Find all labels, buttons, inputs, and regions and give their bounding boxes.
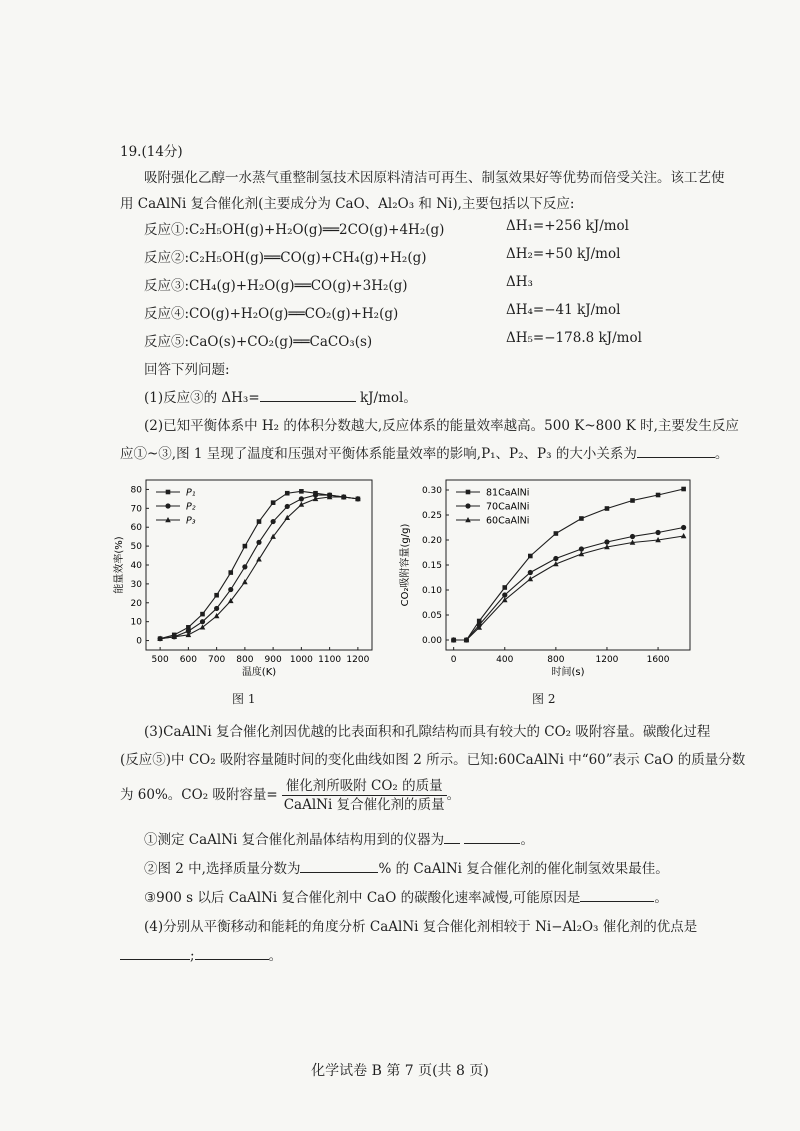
x-tick-label: 700: [208, 655, 226, 665]
x-axis-label: 时间(s): [551, 667, 585, 678]
y-tick-label: 70: [130, 504, 142, 515]
q4-separator: ;: [190, 948, 195, 964]
figure-1-chart: [110, 474, 382, 688]
reaction-2-equation: 反应②:C₂H₅OH(g)══CO(g)+CH₄(g)+H₂(g): [144, 250, 427, 266]
x-tick-label: 1000: [289, 655, 313, 665]
data-point-series-2: [630, 534, 635, 539]
formula-numerator: 催化剂所吸附 CO₂ 的质量: [282, 777, 447, 796]
data-point-series-1: [502, 585, 507, 590]
reaction-4-equation: 反应④:CO(g)+H₂O(g)══CO₂(g)+H₂(g): [144, 306, 399, 322]
legend-label: 70CaAlNi: [486, 501, 530, 513]
q3-sub-1-end: 。: [520, 832, 534, 848]
q2-answer-blank[interactable]: [637, 456, 715, 458]
reaction-1-enthalpy: ΔH₁=+256 kJ/mol: [506, 218, 630, 234]
q3-sub-3: [144, 886, 668, 906]
data-point-series-1: [681, 487, 686, 492]
x-tick-label: 600: [179, 655, 197, 665]
series-line-3: [454, 536, 684, 640]
data-point-series-2: [200, 619, 205, 624]
q3-sub-1-blank-a[interactable]: [444, 842, 460, 844]
reaction-4-enthalpy: ΔH₄=−41 kJ/mol: [506, 302, 621, 318]
data-point-series-2: [228, 587, 233, 592]
question-number: 19.(14分): [120, 144, 183, 160]
data-point-series-1: [299, 489, 304, 494]
reaction-3-equation: 反应③:CH₄(g)+H₂O(g)══CO(g)+3H₂(g): [144, 278, 408, 294]
figure-2-chart: [398, 474, 698, 688]
q3-sub-2-text: ②图 2 中,选择质量分数为: [144, 861, 301, 877]
answer-prompt: 回答下列问题:: [144, 362, 230, 378]
data-point-series-2: [242, 564, 247, 569]
data-point-series-1: [271, 500, 276, 505]
data-point-series-1: [200, 612, 205, 617]
legend-label: P₃: [186, 515, 196, 527]
figure-1-caption: 图 1: [232, 692, 256, 706]
y-tick-label: 0: [136, 636, 142, 647]
x-axis-label: 温度(K): [241, 667, 277, 678]
series-line-1: [160, 491, 358, 638]
data-point-series-1: [257, 519, 262, 524]
data-point-series-1: [214, 593, 219, 598]
y-tick-label: 0.15: [421, 561, 442, 571]
q2-end: 。: [714, 446, 729, 462]
legend-marker: [466, 490, 471, 495]
data-point-series-2: [299, 496, 304, 501]
y-tick-label: 20: [130, 598, 142, 609]
page-footer: 化学试卷 B 第 7 页(共 8 页): [311, 1063, 489, 1079]
y-tick-label: 0.30: [421, 486, 442, 496]
data-point-series-1: [285, 491, 290, 496]
x-tick-label: 1100: [318, 655, 342, 665]
y-tick-label: 0.10: [421, 586, 442, 596]
legend-marker: [465, 503, 470, 508]
figure-2-caption: 图 2: [532, 692, 556, 706]
series-line-2: [454, 528, 684, 641]
q3-sub-3-text: ③900 s 以后 CaAlNi 复合催化剂中 CaO 的碳酸化速率减慢,可能原因是: [144, 890, 581, 906]
q4-line-2: [120, 944, 282, 964]
q3-sub-2: [144, 857, 669, 877]
q3-sub-3-end: 。: [654, 890, 668, 906]
data-point-series-1: [630, 498, 635, 503]
data-point-series-1: [656, 493, 661, 498]
q4-end: 。: [268, 948, 283, 964]
x-tick-label: 1200: [595, 655, 619, 665]
x-tick-label: 400: [496, 655, 514, 665]
q3-line-3-end: 。: [446, 787, 461, 803]
legend-label: P₂: [186, 501, 196, 513]
reaction-1-equation: 反应①:C₂H₅OH(g)+H₂O(g)══2CO(g)+4H₂(g): [144, 222, 445, 238]
q1-answer-blank[interactable]: [260, 400, 356, 402]
y-tick-label: 30: [130, 579, 142, 590]
q3-line-3: [120, 777, 460, 814]
data-point-series-3: [681, 533, 687, 538]
q4-blank-a[interactable]: [120, 958, 190, 960]
q1-suffix: kJ/mol。: [359, 390, 417, 406]
q1: [144, 386, 417, 406]
y-tick-label: 40: [130, 561, 142, 571]
x-tick-label: 0: [450, 655, 457, 665]
q2-line-2-text: 应①~③,图 1 呈现了温度和压强对平衡体系能量效率的影响,P₁、P₂、P₃ 的大小关系为: [120, 446, 637, 462]
y-axis-label: 能量效率(%): [114, 536, 125, 594]
data-point-series-1: [243, 544, 248, 549]
data-point-series-2: [553, 556, 558, 561]
q3-sub-3-blank[interactable]: [580, 900, 654, 902]
q4-line-1: (4)分别从平衡移动和能耗的角度分析 CaAlNi 复合催化剂相较于 Ni−Al₂O₃ 催化剂的优点是: [144, 919, 698, 935]
x-tick-label: 1600: [646, 655, 670, 665]
data-point-series-3: [528, 576, 534, 581]
reaction-5-enthalpy: ΔH₅=−178.8 kJ/mol: [506, 330, 642, 346]
q3-line-3-prefix: 为 60%。CO₂ 吸附容量=: [120, 787, 278, 803]
data-point-series-2: [579, 546, 584, 551]
q3-sub-1-text: ①测定 CaAlNi 复合催化剂晶体结构用到的仪器为: [144, 832, 445, 848]
data-point-series-1: [228, 570, 233, 575]
x-tick-label: 1200: [346, 655, 370, 665]
data-point-series-2: [271, 519, 276, 524]
data-point-series-1: [579, 516, 584, 521]
intro-line-1: 吸附强化乙醇一水蒸气重整制氢技术因原料清洁可再生、制氢效果好等优势而倍受关注。该工艺使: [144, 170, 725, 186]
legend-marker: [166, 490, 171, 495]
y-tick-label: 0.00: [421, 636, 442, 646]
intro-line-2: 用 CaAlNi 复合催化剂(主要成分为 CaO、Al₂O₃ 和 Ni),主要包括以下反应:: [120, 196, 575, 212]
reaction-3-enthalpy: ΔH₃: [506, 274, 533, 290]
reaction-2-enthalpy: ΔH₂=+50 kJ/mol: [506, 246, 621, 262]
data-point-series-2: [214, 606, 219, 611]
data-point-series-2: [655, 530, 660, 535]
y-tick-label: 10: [130, 617, 142, 628]
q1-prefix: (1)反应③的 ΔH₃=: [144, 390, 260, 406]
data-point-series-2: [502, 592, 507, 597]
legend-label: P₁: [186, 487, 196, 499]
q4-blank-b[interactable]: [195, 958, 269, 960]
y-tick-label: 80: [130, 485, 142, 496]
data-point-series-2: [285, 504, 290, 509]
y-tick-label: 0.20: [421, 536, 442, 546]
q3-sub-2-blank[interactable]: [300, 871, 378, 873]
formula-denominator: CaAlNi 复合催化剂的质量: [283, 797, 445, 813]
data-point-series-2: [604, 539, 609, 544]
reaction-5-equation: 反应⑤:CaO(s)+CO₂(g)══CaCO₃(s): [144, 334, 373, 350]
data-point-series-2: [256, 540, 261, 545]
y-tick-label: 0.25: [421, 511, 442, 521]
x-tick-label: 800: [547, 655, 565, 665]
data-point-series-1: [605, 506, 610, 511]
data-point-series-2: [681, 525, 686, 530]
q3-line-1: (3)CaAlNi 复合催化剂因优越的比表面积和孔隙结构而具有较大的 CO₂ 吸附容量。碳酸化过程: [144, 724, 711, 740]
q3-sub-1-blank-b[interactable]: [464, 842, 520, 844]
q2-line-1: (2)已知平衡体系中 H₂ 的体积分数越大,反应体系的能量效率越高。500 K~800 K 时,主要发生反应: [144, 418, 739, 434]
q3-sub-1: [144, 828, 534, 848]
x-tick-label: 800: [236, 655, 254, 665]
x-tick-label: 900: [264, 655, 282, 665]
data-point-series-1: [528, 554, 533, 559]
y-tick-label: 0.05: [421, 611, 442, 621]
y-tick-label: 60: [130, 523, 142, 534]
data-point-series-2: [528, 570, 533, 575]
legend-marker: [165, 503, 170, 508]
x-tick-label: 500: [151, 655, 169, 665]
legend-label: 60CaAlNi: [486, 515, 530, 527]
data-point-series-1: [554, 531, 559, 536]
legend-label: 81CaAlNi: [486, 487, 530, 499]
q3-sub-2-suffix: % 的 CaAlNi 复合催化剂的催化制氢效果最佳。: [378, 861, 669, 877]
q3-line-2: (反应⑤)中 CO₂ 吸附容量随时间的变化曲线如图 2 所示。已知:60CaAlNi 中“60”表示 CaO 的质量分数: [120, 752, 746, 768]
y-axis-label: CO₂吸附容量(g/g): [400, 523, 411, 607]
q2-line-2: [120, 442, 728, 462]
capacity-formula-fraction: [282, 777, 447, 814]
y-tick-label: 50: [130, 542, 142, 553]
